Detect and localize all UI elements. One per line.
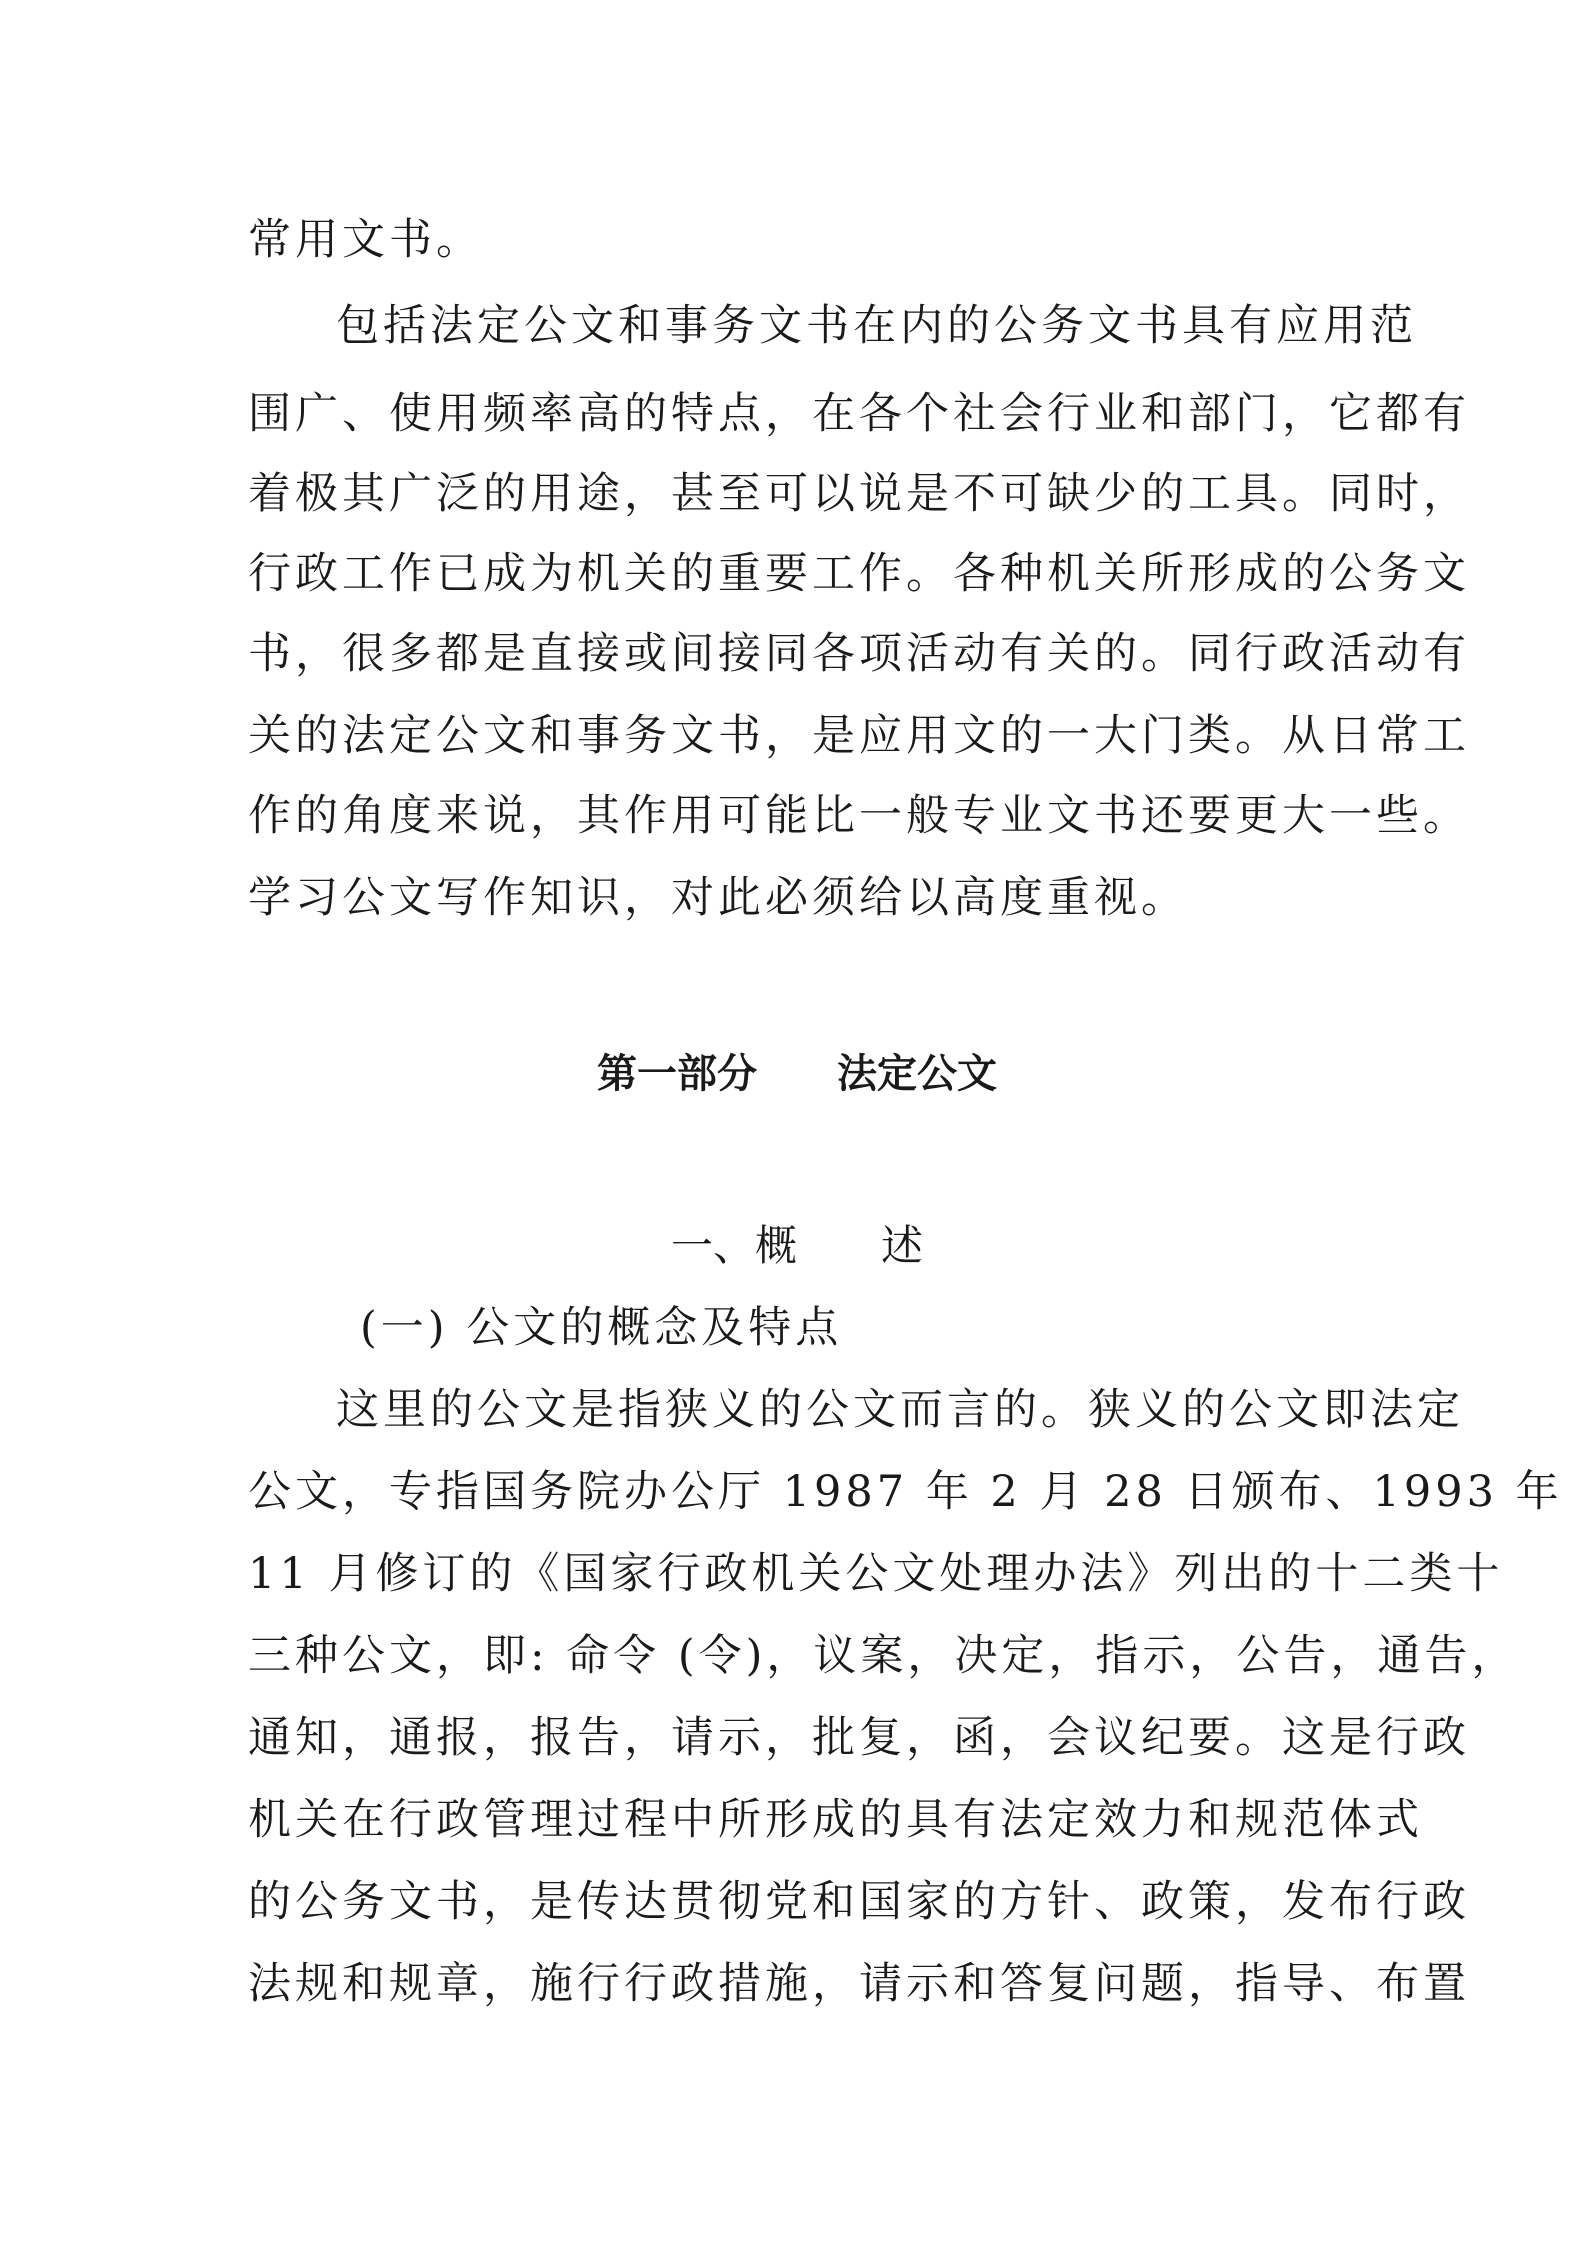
text-line: 11 月修订的《国家行政机关公文处理办法》列出的十二类十 bbox=[248, 1549, 1504, 1599]
text-line: 书，很多都是直接或间接同各项活动有关的。同行政活动有 bbox=[248, 629, 1470, 679]
text-line: 着极其广泛的用途，甚至可以说是不可缺少的工具。同时， bbox=[248, 469, 1470, 519]
section-heading: 一、概 述 bbox=[670, 1221, 923, 1270]
text-line: 机关在行政管理过程中所形成的具有法定效力和规范体式 bbox=[248, 1795, 1423, 1845]
text-line: 作的角度来说，其作用可能比一般专业文书还要更大一些。 bbox=[248, 791, 1470, 841]
text-line: 行政工作已成为机关的重要工作。各种机关所形成的公务文 bbox=[248, 549, 1470, 599]
text-line: 学习公文写作知识，对此必须给以高度重视。 bbox=[248, 873, 1188, 923]
text-line: 三种公文，即: 命令 (令)，议案，决定，指示，公告，通告， bbox=[248, 1631, 1519, 1681]
text-line: 通知，通报，报告，请示，批复，函，会议纪要。这是行政 bbox=[248, 1713, 1470, 1763]
text-line: 这里的公文是指狭义的公文而言的。狭义的公文即法定 bbox=[336, 1385, 1464, 1435]
text-line: 公文，专指国务院办公厅 1987 年 2 月 28 日颁布、1993 年 bbox=[248, 1467, 1563, 1517]
text-line: 围广、使用频率高的特点，在各个社会行业和部门，它都有 bbox=[248, 389, 1470, 439]
text-line: 包括法定公文和事务文书在内的公务文书具有应用范 bbox=[336, 301, 1417, 351]
text-line: 的公务文书，是传达贯彻党和国家的方针、政策，发布行政 bbox=[248, 1877, 1470, 1927]
text-line: 常用文书。 bbox=[248, 215, 483, 265]
text-line: 关的法定公文和事务文书，是应用文的一大门类。从日常工 bbox=[248, 711, 1470, 761]
subsection-heading: (一) 公文的概念及特点 bbox=[360, 1303, 843, 1353]
part-heading: 第一部分 法定公文 bbox=[597, 1051, 997, 1097]
text-line: 法规和规章，施行行政措施，请示和答复问题，指导、布置 bbox=[248, 1959, 1470, 2009]
